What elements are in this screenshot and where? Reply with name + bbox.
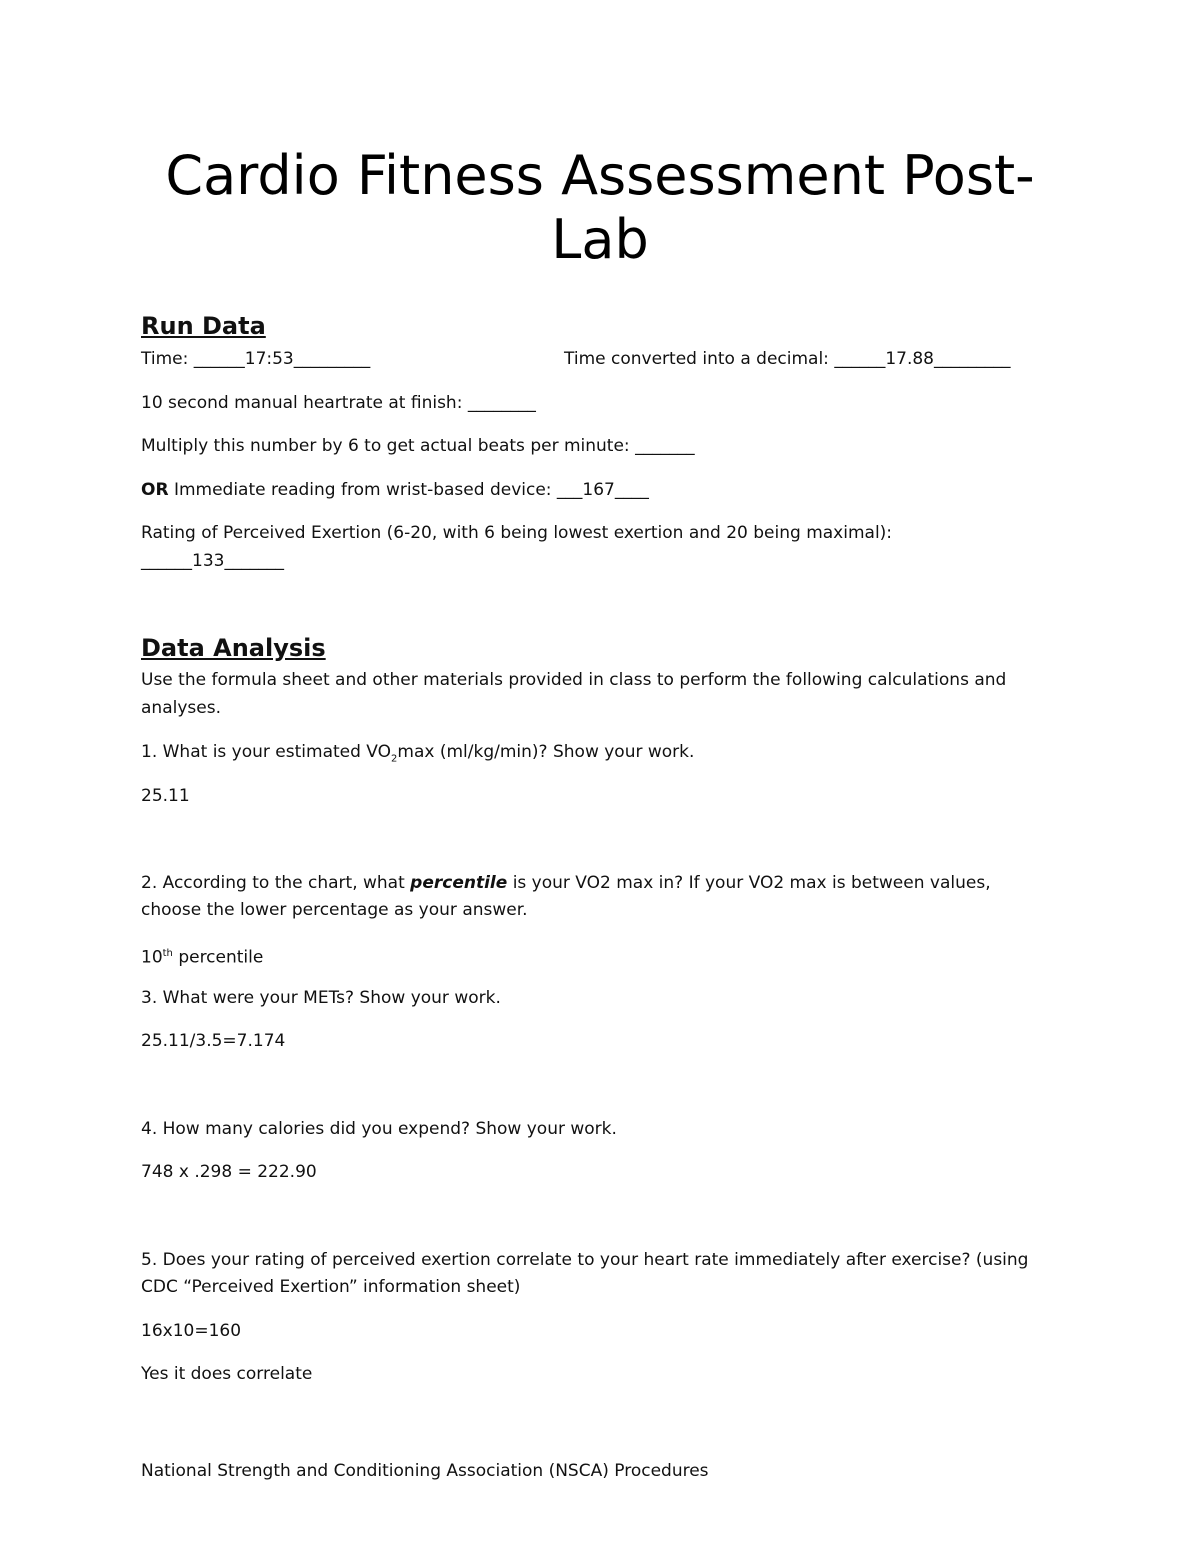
time-decimal-value: ______17.88_________ — [834, 349, 1011, 369]
rpe-value: ______133_______ — [141, 551, 284, 571]
or-label: OR — [141, 480, 169, 500]
footer-text: National Strength and Conditioning Association (NSCA) Procedures — [141, 1461, 709, 1481]
question-2-emphasis: percentile — [410, 873, 508, 893]
question-5-line-2: CDC “Perceived Exertion” information sheet) — [141, 1277, 521, 1297]
answer-5-line-1: 16x10=160 — [141, 1321, 242, 1341]
answer-2-number: 10 — [141, 947, 163, 968]
manual-heartrate-label: 10 second manual heartrate at finish: — [141, 393, 463, 413]
question-2-suffix: is your VO2 max in? If your VO2 max is between values, — [512, 873, 991, 893]
question-2-line-2: choose the lower percentage as your answer. — [141, 900, 528, 920]
answer-4: 748 x .298 = 222.90 — [141, 1162, 317, 1182]
rpe-label: Rating of Perceived Exertion (6-20, with 6 being lowest exertion and 20 being maximal): — [141, 523, 893, 543]
question-2-line-1 — [141, 872, 991, 894]
time-row — [141, 348, 370, 370]
multiply-value: _______ — [635, 436, 695, 456]
question-3: 3. What were your METs? Show your work. — [141, 988, 501, 1008]
analysis-intro-line-2: analyses. — [141, 698, 221, 718]
wrist-device-value: ___167____ — [556, 480, 649, 500]
multiply-row — [141, 435, 695, 457]
answer-2-suffix: percentile — [178, 947, 264, 968]
question-1-subscript: 2 — [391, 753, 398, 765]
answer-2-superscript: th — [162, 948, 173, 959]
wrist-device-row — [141, 479, 649, 501]
answer-2 — [141, 943, 263, 969]
question-4: 4. How many calories did you expend? Show your work. — [141, 1119, 617, 1139]
page-title-line-2: Lab — [551, 208, 649, 271]
time-decimal-label: Time converted into a decimal: — [564, 349, 829, 369]
data-analysis-heading: Data Analysis — [141, 634, 326, 662]
question-1-suffix: max (ml/kg/min)? Show your work. — [397, 742, 695, 762]
run-data-heading: Run Data — [141, 312, 266, 340]
page-title-line-1: Cardio Fitness Assessment Post- — [165, 144, 1035, 207]
question-1-prefix: 1. What is your estimated VO — [141, 742, 392, 762]
question-1 — [141, 741, 694, 770]
question-5-line-1: 5. Does your rating of perceived exertion correlate to your heart rate immediately after exercise? (using — [141, 1250, 1029, 1270]
time-value: ______17:53_________ — [193, 349, 371, 369]
manual-heartrate-value: ________ — [467, 393, 536, 413]
answer-5-line-2: Yes it does correlate — [141, 1364, 313, 1384]
wrist-device-label: Immediate reading from wrist-based device: — [173, 480, 552, 500]
time-label: Time: — [141, 349, 189, 369]
answer-1: 25.11 — [141, 786, 190, 806]
multiply-label: Multiply this number by 6 to get actual beats per minute: — [141, 436, 630, 456]
answer-3: 25.11/3.5=7.174 — [141, 1031, 286, 1051]
analysis-intro-line-1: Use the formula sheet and other materials provided in class to perform the following calculations and — [141, 670, 1007, 690]
manual-heartrate-row — [141, 392, 536, 414]
question-2-prefix: 2. According to the chart, what — [141, 873, 405, 893]
time-decimal-row — [564, 348, 1010, 370]
